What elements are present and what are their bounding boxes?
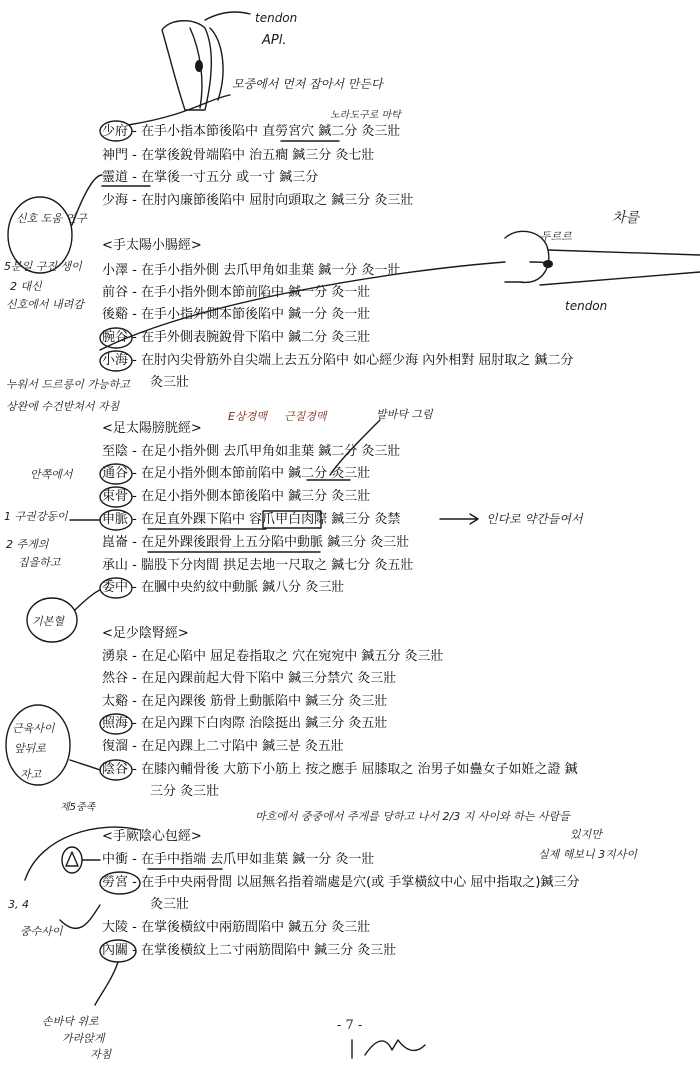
text-line: 湧泉 - 在足心陷中 屈足卷指取之 穴在宛宛中 鍼五分 灸三壯 <box>102 649 444 664</box>
note-red1: E상경맥 <box>228 410 267 423</box>
page-number: - 7 - <box>337 1018 363 1033</box>
note-left-mid2: 1 구권강동이 <box>4 510 68 523</box>
note-bottom3: 자침 <box>90 1048 112 1061</box>
note-left-lower3: 자고 <box>20 768 42 781</box>
text-line: 靈道 - 在掌後一寸五分 或一寸 鍼三分 <box>102 170 319 185</box>
note-left-lower4: 제5중족 <box>60 802 96 813</box>
text-line: 後谿 - 在手小指外側本節後陷中 鍼一分 灸一壯 <box>102 307 371 322</box>
text-line: 大陵 - 在掌後橫紋中兩筋間陷中 鍼五分 灸三壯 <box>102 920 371 935</box>
note-tendon-top: tendon <box>255 11 298 25</box>
text-line: 復溜 - 在足內踝上二寸陷中 鍼三분 灸五壯 <box>102 739 344 754</box>
note-bottom2: 가라앉게 <box>62 1032 105 1045</box>
text-line: 申脈 - 在足直外踝下陷中 容爪甲白肉際 鍼三分 灸禁 <box>102 512 401 527</box>
note-lower-right1: 있지만 <box>570 828 602 841</box>
note-left-circle: 신호 도움 연구 <box>16 212 87 225</box>
note-left-mid4: 집을하고 <box>18 556 61 569</box>
text-line: 太谿 - 在足內踝後 筋骨上動脈陷中 鍼三分 灸三壯 <box>102 694 388 709</box>
bone-sketch-right <box>505 231 700 285</box>
text-line: 照海 - 在足內踝下白肉際 治陰挺出 鍼三分 灸五壯 <box>102 716 388 731</box>
note-red2: 근질경맥 <box>284 410 327 423</box>
note-left-3: 신호에서 내려감 <box>6 298 84 311</box>
note-above-shaofu: 노라도구로 마탁 <box>330 110 401 121</box>
text-line: 三分 灸三壯 <box>150 784 220 799</box>
text-line: 中衝 - 在手中指端 去爪甲如韭葉 鍼一分 灸一壯 <box>102 852 375 867</box>
finger-sketch-top <box>162 12 250 110</box>
note-bottom1: 손바닥 위로 <box>42 1015 99 1028</box>
note-right-korean1: 두르르 <box>540 230 572 243</box>
text-line: 腕谷 - 在手外側表腕銳骨下陷中 鍼二分 灸三壯 <box>102 330 371 345</box>
note-tendon-right: tendon <box>565 299 608 313</box>
note-right-mid: 인다로 약간들여서 <box>486 512 583 526</box>
note-lower-right2: 실제 해보니 3지사이 <box>538 848 637 861</box>
text-line: 至陰 - 在足小指外側 去爪甲角如韭葉 鍼二分 灸三壯 <box>102 444 401 459</box>
note-under-xiaohai: 누워서 드르릉이 가능하고 <box>6 378 130 391</box>
note-left-lower1: 근육사이 <box>12 722 55 735</box>
text-line: 通谷 - 在足小指外側本節前陷中 鍼二分 灸三壯 <box>102 466 371 481</box>
text-line: 小澤 - 在手小指外側 去爪甲角如韭葉 鍼一分 灸一壯 <box>102 263 401 278</box>
note-left-lower2: 앞뒤로 <box>14 742 46 755</box>
text-line: 灸三壯 <box>150 375 190 390</box>
note-near-tonggu: 발바닥 그림 <box>376 408 433 421</box>
note-top-korean: 모중에서 먼저 잡아서 만든다 <box>232 77 383 91</box>
note-lower-long: 마흐에서 중중에서 주게를 당하고 나서 2/3 지 사이와 하는 사람들 <box>255 810 570 823</box>
text-line: 勞宮 - 在手中央兩骨間 以屈無名指着端處是穴(或 手掌橫紋中心 屈中指取之)鍼三分 <box>102 875 580 890</box>
note-left-2: 2 대신 <box>10 280 42 293</box>
note-left-34b: 중수사이 <box>20 925 63 938</box>
text-line: 然谷 - 在足內踝前起大骨下陷中 鍼三分禁穴 灸三壯 <box>102 671 397 686</box>
note-api: APl. <box>262 33 287 48</box>
text-line: 少海 - 在肘內廉節後陷中 屈肘向頭取之 鍼三分 灸三壯 <box>102 193 414 208</box>
section-header: <足少陰腎經> <box>102 626 189 641</box>
text-line: 委中 - 在膕中央約紋中動脈 鍼八分 灸三壯 <box>102 580 345 595</box>
note-left-5: 5분일 구진 생이 <box>4 260 82 273</box>
text-line: 陰谷 - 在膝內輔骨後 大筋下小筋上 按之應手 屈膝取之 治男子如蠱女子如姙之證 鍼 <box>102 762 578 777</box>
text-line: 少府 - 在手小指本節後陷中 直勞宮穴 鍼二分 灸三壯 <box>102 124 401 139</box>
text-line: 內關 - 在掌後橫紋上二寸兩筋間陷中 鍼三分 灸三壯 <box>102 943 397 958</box>
text-line: 束骨 - 在足小指外側本節後陷中 鍼三分 灸三壯 <box>102 489 371 504</box>
section-header: <手厥陰心包經> <box>102 829 202 844</box>
text-line: 神門 - 在掌後銳骨端陷中 治五癎 鍼三分 灸七壯 <box>102 148 375 163</box>
text-line: 灸三壯 <box>150 897 190 912</box>
note-left-circle2: 기본혈 <box>32 615 64 628</box>
note-left-mid3: 2 주게의 <box>6 538 49 551</box>
text-line: 承山 - 腨股下分肉間 拱足去地一尺取之 鍼七分 灸五壯 <box>102 558 414 573</box>
text-line: 小海 - 在肘內尖骨筋外自尖端上去五分陷中 如心經少海 內外相對 屈肘取之 鍼二分 <box>102 353 574 368</box>
text-line: 前谷 - 在手小指外側本節前陷中 鍼一分 灸一壯 <box>102 285 371 300</box>
note-right-korean2: 차를 <box>612 210 640 226</box>
section-header: <手太陽小腸經> <box>102 238 202 253</box>
section-header: <足太陽膀胱經> <box>102 421 202 436</box>
note-left-34: 3, 4 <box>8 898 29 911</box>
note-left-mid1: 안쪽에서 <box>30 468 73 481</box>
note-under-xiaohai2: 상완에 수건받쳐서 자침 <box>6 400 120 413</box>
text-line: 崑崙 - 在足外踝後跟骨上五分陷中動脈 鍼三分 灸三壯 <box>102 535 410 550</box>
